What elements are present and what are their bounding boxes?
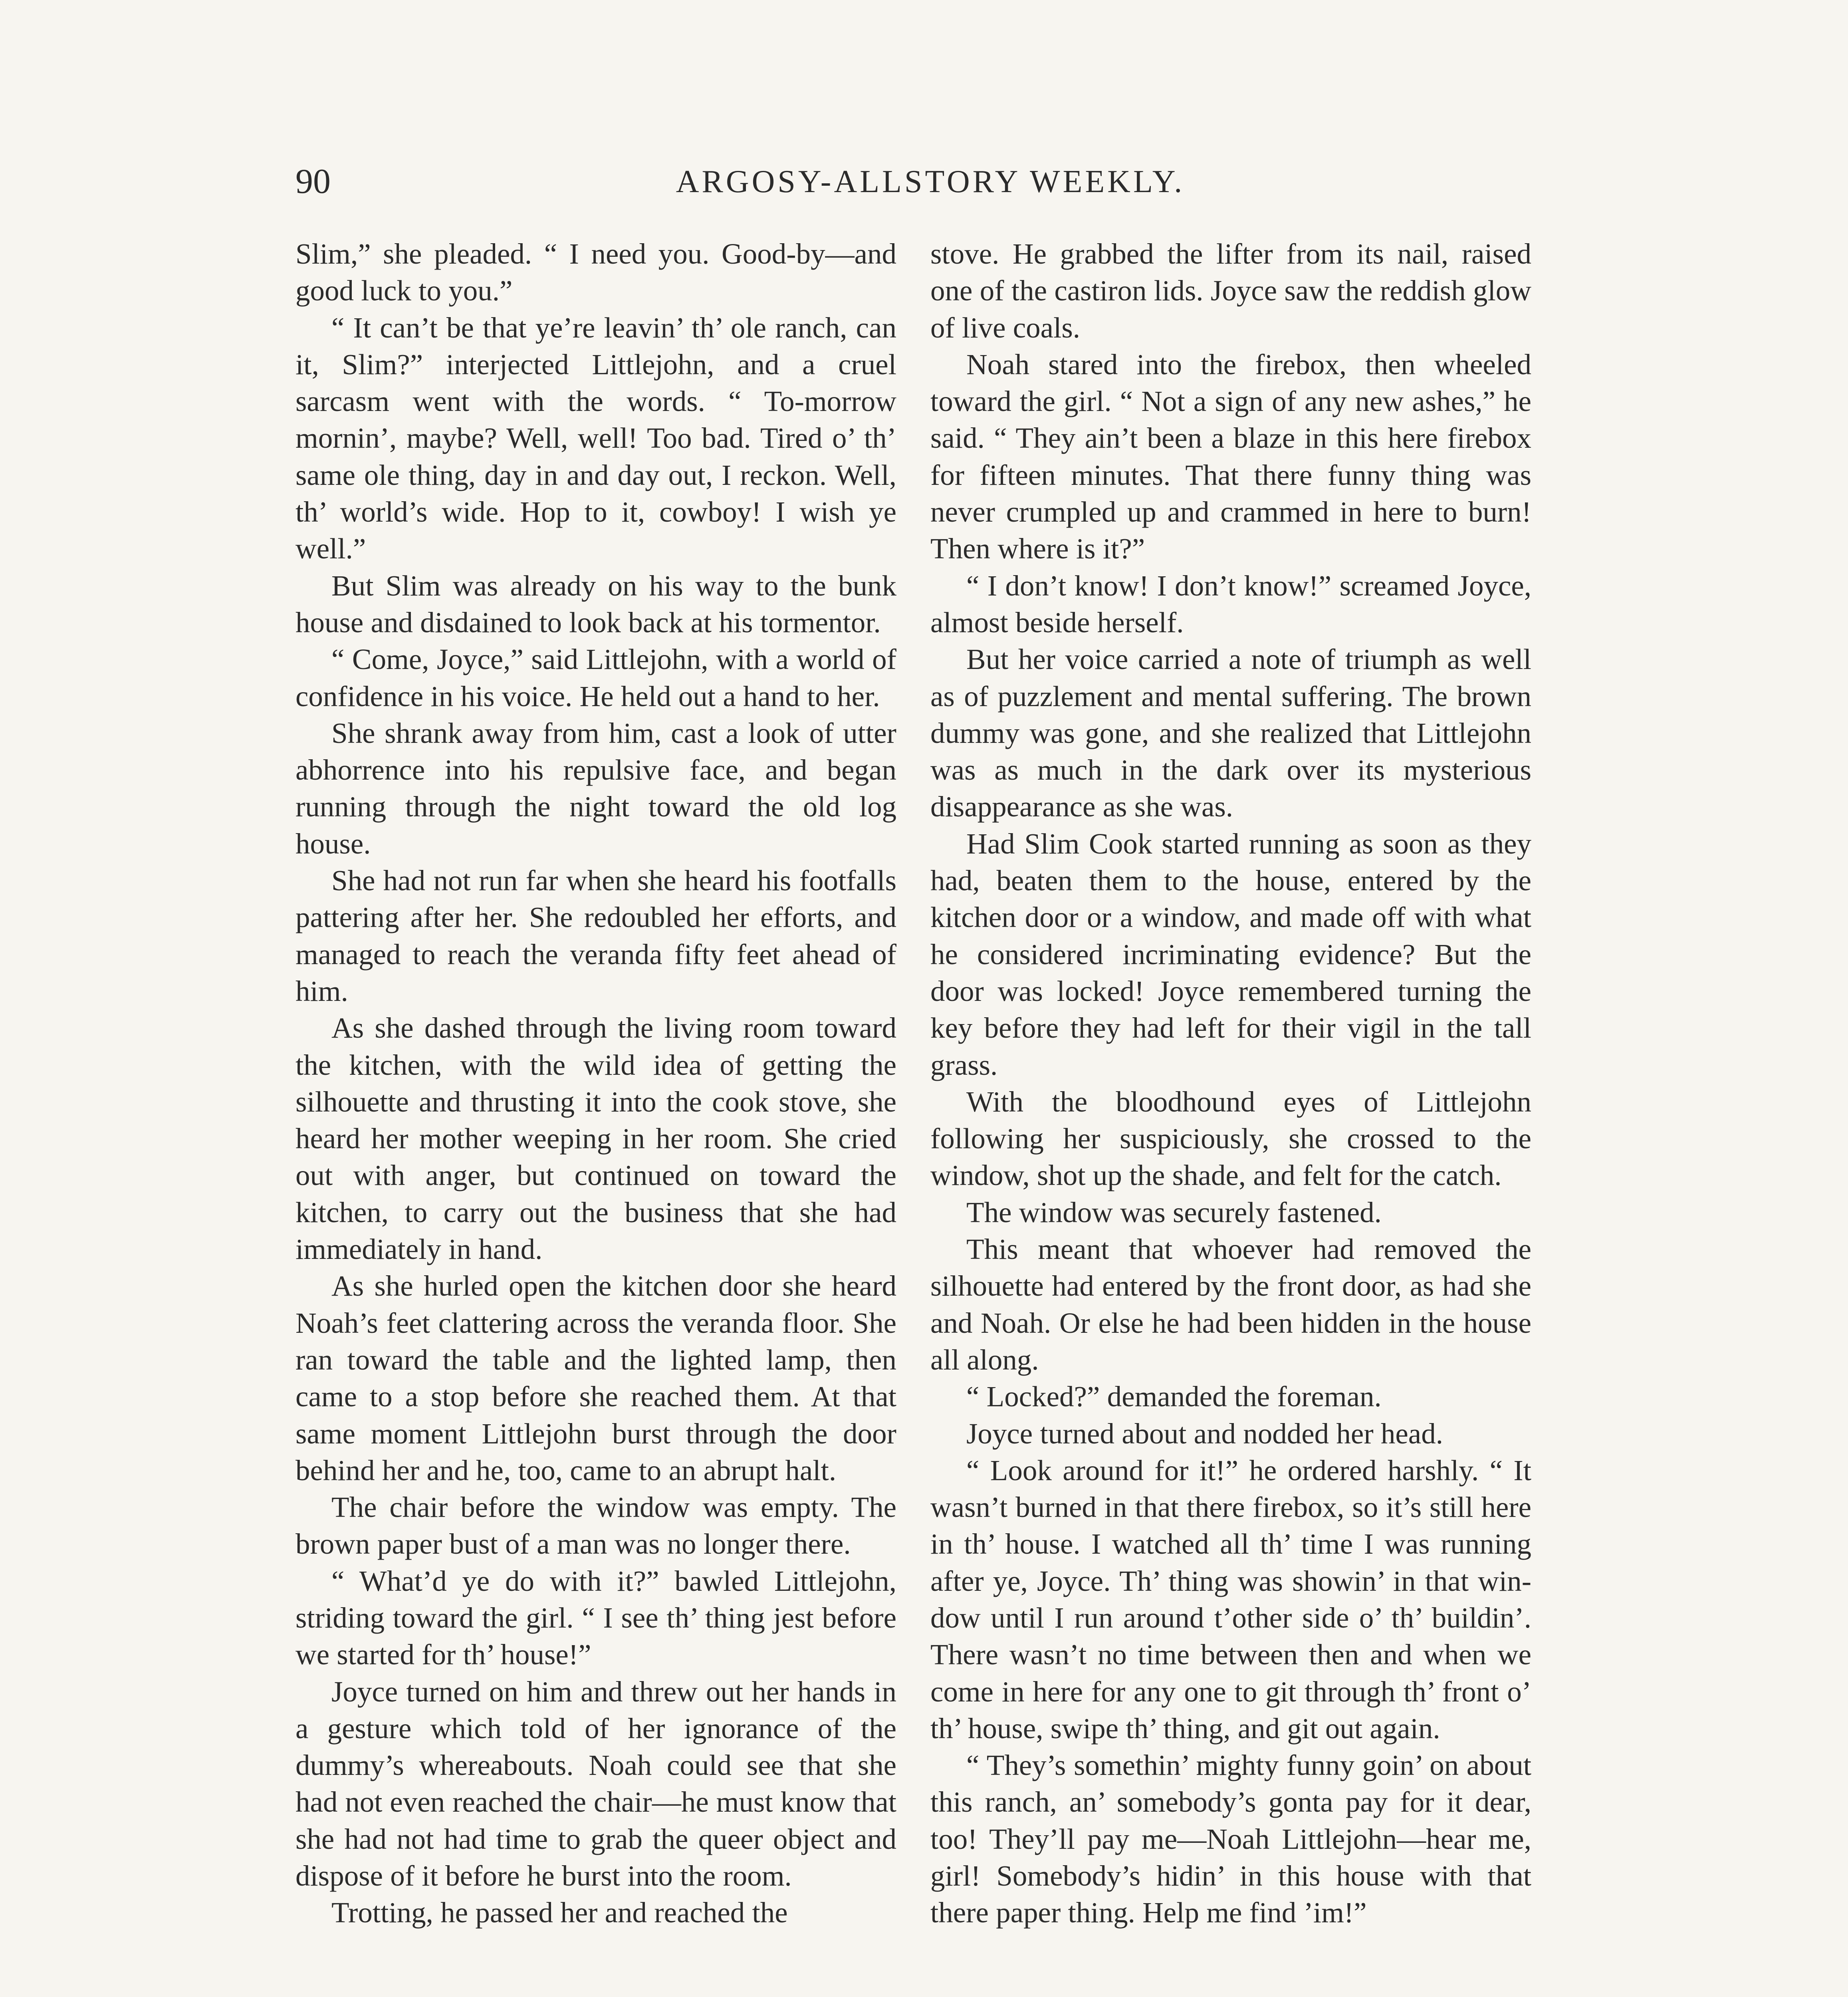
paragraph: As she hurled open the kitchen door she heard Noah’s feet clattering across the veranda floor. She ran toward the table and the lighted lamp, then came to a stop before she reached them. At that same moment Littlejohn burst through the door behind her and he, too, came to an abrupt halt. [295,1270,896,1487]
running-title: ARGOSY-ALLSTORY WEEKLY. [676,164,1185,199]
paragraph: She shrank away from him, cast a look of utter abhorrence into his repulsive face, and began running through the night toward the old log house. [295,717,896,860]
paragraph: “ I don’t know! I don’t know!” screamed Joyce, almost beside herself. [930,569,1531,639]
paragraph: “ They’s somethin’ mighty funny goin’ on about this ranch, an’ somebody’s gonta pay for it dear, too! They’ll pay me—Noah Littlejohn—hear me, girl! Somebody’s hidin’ in this house with that there paper thing. Help me find ’im!” [930,1749,1531,1929]
paragraph: Slim,” she pleaded. “ I need you. Good-by—and good luck to you.” [295,238,896,307]
paragraph: “ Look around for it!” he ordered harshly. “ It wasn’t burned in that there firebox, so it’s still here in th’ house. I watched all th’ time I was running after ye, Joyce. Th’ thing was showin’ in that window until I run around t’other side o’ th’ buildin’. There wasn’t no time between then and when we come in here for any one to git through th’ front o’ th’ house, swipe th’ thing, and git out again. [930,1454,1531,1745]
paragraph: The window was securely fastened. [966,1196,1382,1229]
paragraph: But her voice carried a note of triumph as well as of puzzlement and mental suffering. The brown dummy was gone, and she realized that Littlejohn was as much in the dark over its mysterious disappearance as she was. [930,643,1531,823]
paragraph: As she dashed through the living room toward the kitchen, with the wild idea of getting the silhouette and thrusting it into the cook stove, she heard her mother weeping in her room. She cried out with anger, but continued on toward the kitchen, to carry out the business that she had immediately in hand. [295,1012,896,1266]
paragraph: Noah stared into the firebox, then wheeled toward the girl. “ Not a sign of any new ashes,” he said. “ They ain’t been a blaze in this here firebox for fifteen minutes. That there funny thing was never crumpled up and crammed in here to burn! Then where is it?” [930,348,1531,565]
paragraph: “ It can’t be that ye’re leavin’ th’ ole ranch, can it, Slim?” interjected Littlejohn, and a cruel sarcasm went with the words. “ To-morrow mornin’, maybe? Well, well! Too bad. Tired o’ th’ same ole thing, day in and day out, I reckon. Well, th’ world’s wide. Hop to it, cowboy! I wish ye well.” [295,311,896,565]
paragraph: “ Locked?” demanded the foreman. [966,1380,1382,1413]
paragraph: With the bloodhound eyes of Littlejohn following her suspiciously, she crossed to the window, shot up the shade, and felt for the catch. [930,1085,1531,1192]
paragraph: But Slim was already on his way to the bunk house and disdained to look back at his tormentor. [295,569,896,639]
paragraph: Trotting, he passed her and reached the [331,1896,788,1929]
text-column-left [295,236,896,1931]
paragraph: Joyce turned on him and threw out her hands in a gesture which told of her ignorance of the dummy’s whereabouts. Noah could see that she had not even reached the chair—he must know that she had not had time to grab the queer object and dispose of it before he burst into the room. [295,1675,896,1892]
paragraph: Joyce turned about and nodded her head. [966,1417,1443,1450]
paragraph: This meant that whoever had removed the silhouette had entered by the front door, as had she and Noah. Or else he had been hidden in the house all along. [930,1233,1531,1376]
page-header [295,160,1565,212]
paragraph: She had not run far when she heard his footfalls pattering after her. She redoubled her efforts, and managed to reach the veranda fifty feet ahead of him. [295,864,896,1007]
page-number: 90 [295,162,331,201]
paragraph: The chair before the window was empty. The brown paper bust of a man was no longer there. [295,1491,896,1560]
paragraph: Had Slim Cook started running as soon as they had, beaten them to the house, entered by the kitchen door or a window, and made off with what he considered incriminating evidence? But the door was locked! Joyce remembered turning the key before they had left for their vigil in the tall grass. [930,827,1531,1081]
paragraph: “ Come, Joyce,” said Littlejohn, with a world of confidence in his voice. He held out a hand to her. [295,643,896,713]
paragraph: “ What’d ye do with it?” bawled Littlejohn, striding toward the girl. “ I see th’ thing jest before we started for th’ house!” [295,1564,896,1671]
paragraph: stove. He grabbed the lifter from its nail, raised one of the castiron lids. Joyce saw the reddish glow of live coals. [930,238,1531,344]
text-column-right [930,236,1531,1931]
